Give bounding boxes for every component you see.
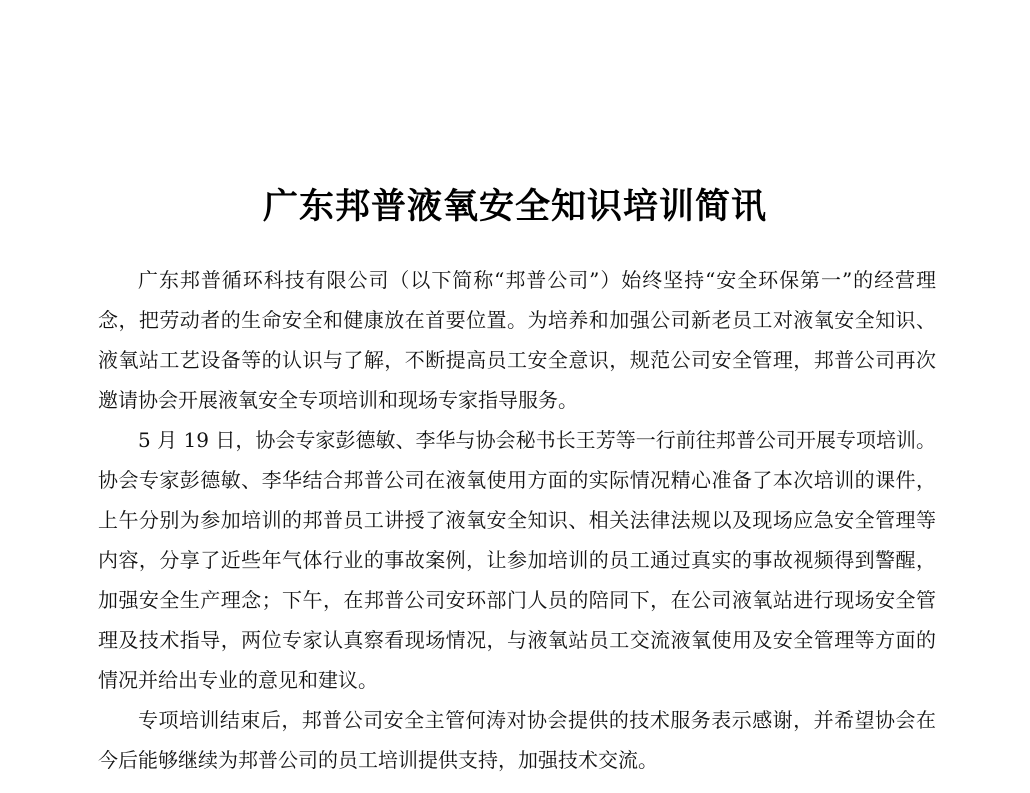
document-title: 广东邦普液氧安全知识培训简讯 xyxy=(262,187,767,227)
document-body xyxy=(98,260,936,780)
paragraph-conclusion: 专项培训结束后，邦普公司安全主管何涛对协会提供的技术服务表示感谢，并希望协会在今后能够继续为邦普公司的员工培训提供支持，加强技术交流。 xyxy=(98,708,936,772)
paragraph-intro: 广东邦普循环科技有限公司（以下简称“邦普公司”）始终坚持“安全环保第一”的经营理念，把劳动者的生命安全和健康放在首要位置。为培养和加强公司新老员工对液氧安全知识、液氧站工艺设备等的认识与了解，不断提高员工安全意识，规范公司安全管理，邦普公司再次邀请协会开展液氧安全专项培训和现场专家指导服务。 xyxy=(98,268,936,412)
paragraph-training-details: 5 月 19 日，协会专家彭德敏、李华与协会秘书长王芳等一行前往邦普公司开展专项培训。协会专家彭德敏、李华结合邦普公司在液氧使用方面的实际情况精心准备了本次培训的课件，上午分别为参加培训的邦普员工讲授了液氧安全知识、相关法律法规以及现场应急安全管理等内容，分享了近些年气体行业的事故案例，让参加培训的员工通过真实的事故视频得到警醒，加强安全生产理念；下午，在邦普公司安环部门人员的陪同下，在公司液氧站进行现场安全管理及技术指导，两位专家认真察看现场情况，与液氧站员工交流液氧使用及安全管理等方面的情况并给出专业的意见和建议。 xyxy=(98,428,936,692)
